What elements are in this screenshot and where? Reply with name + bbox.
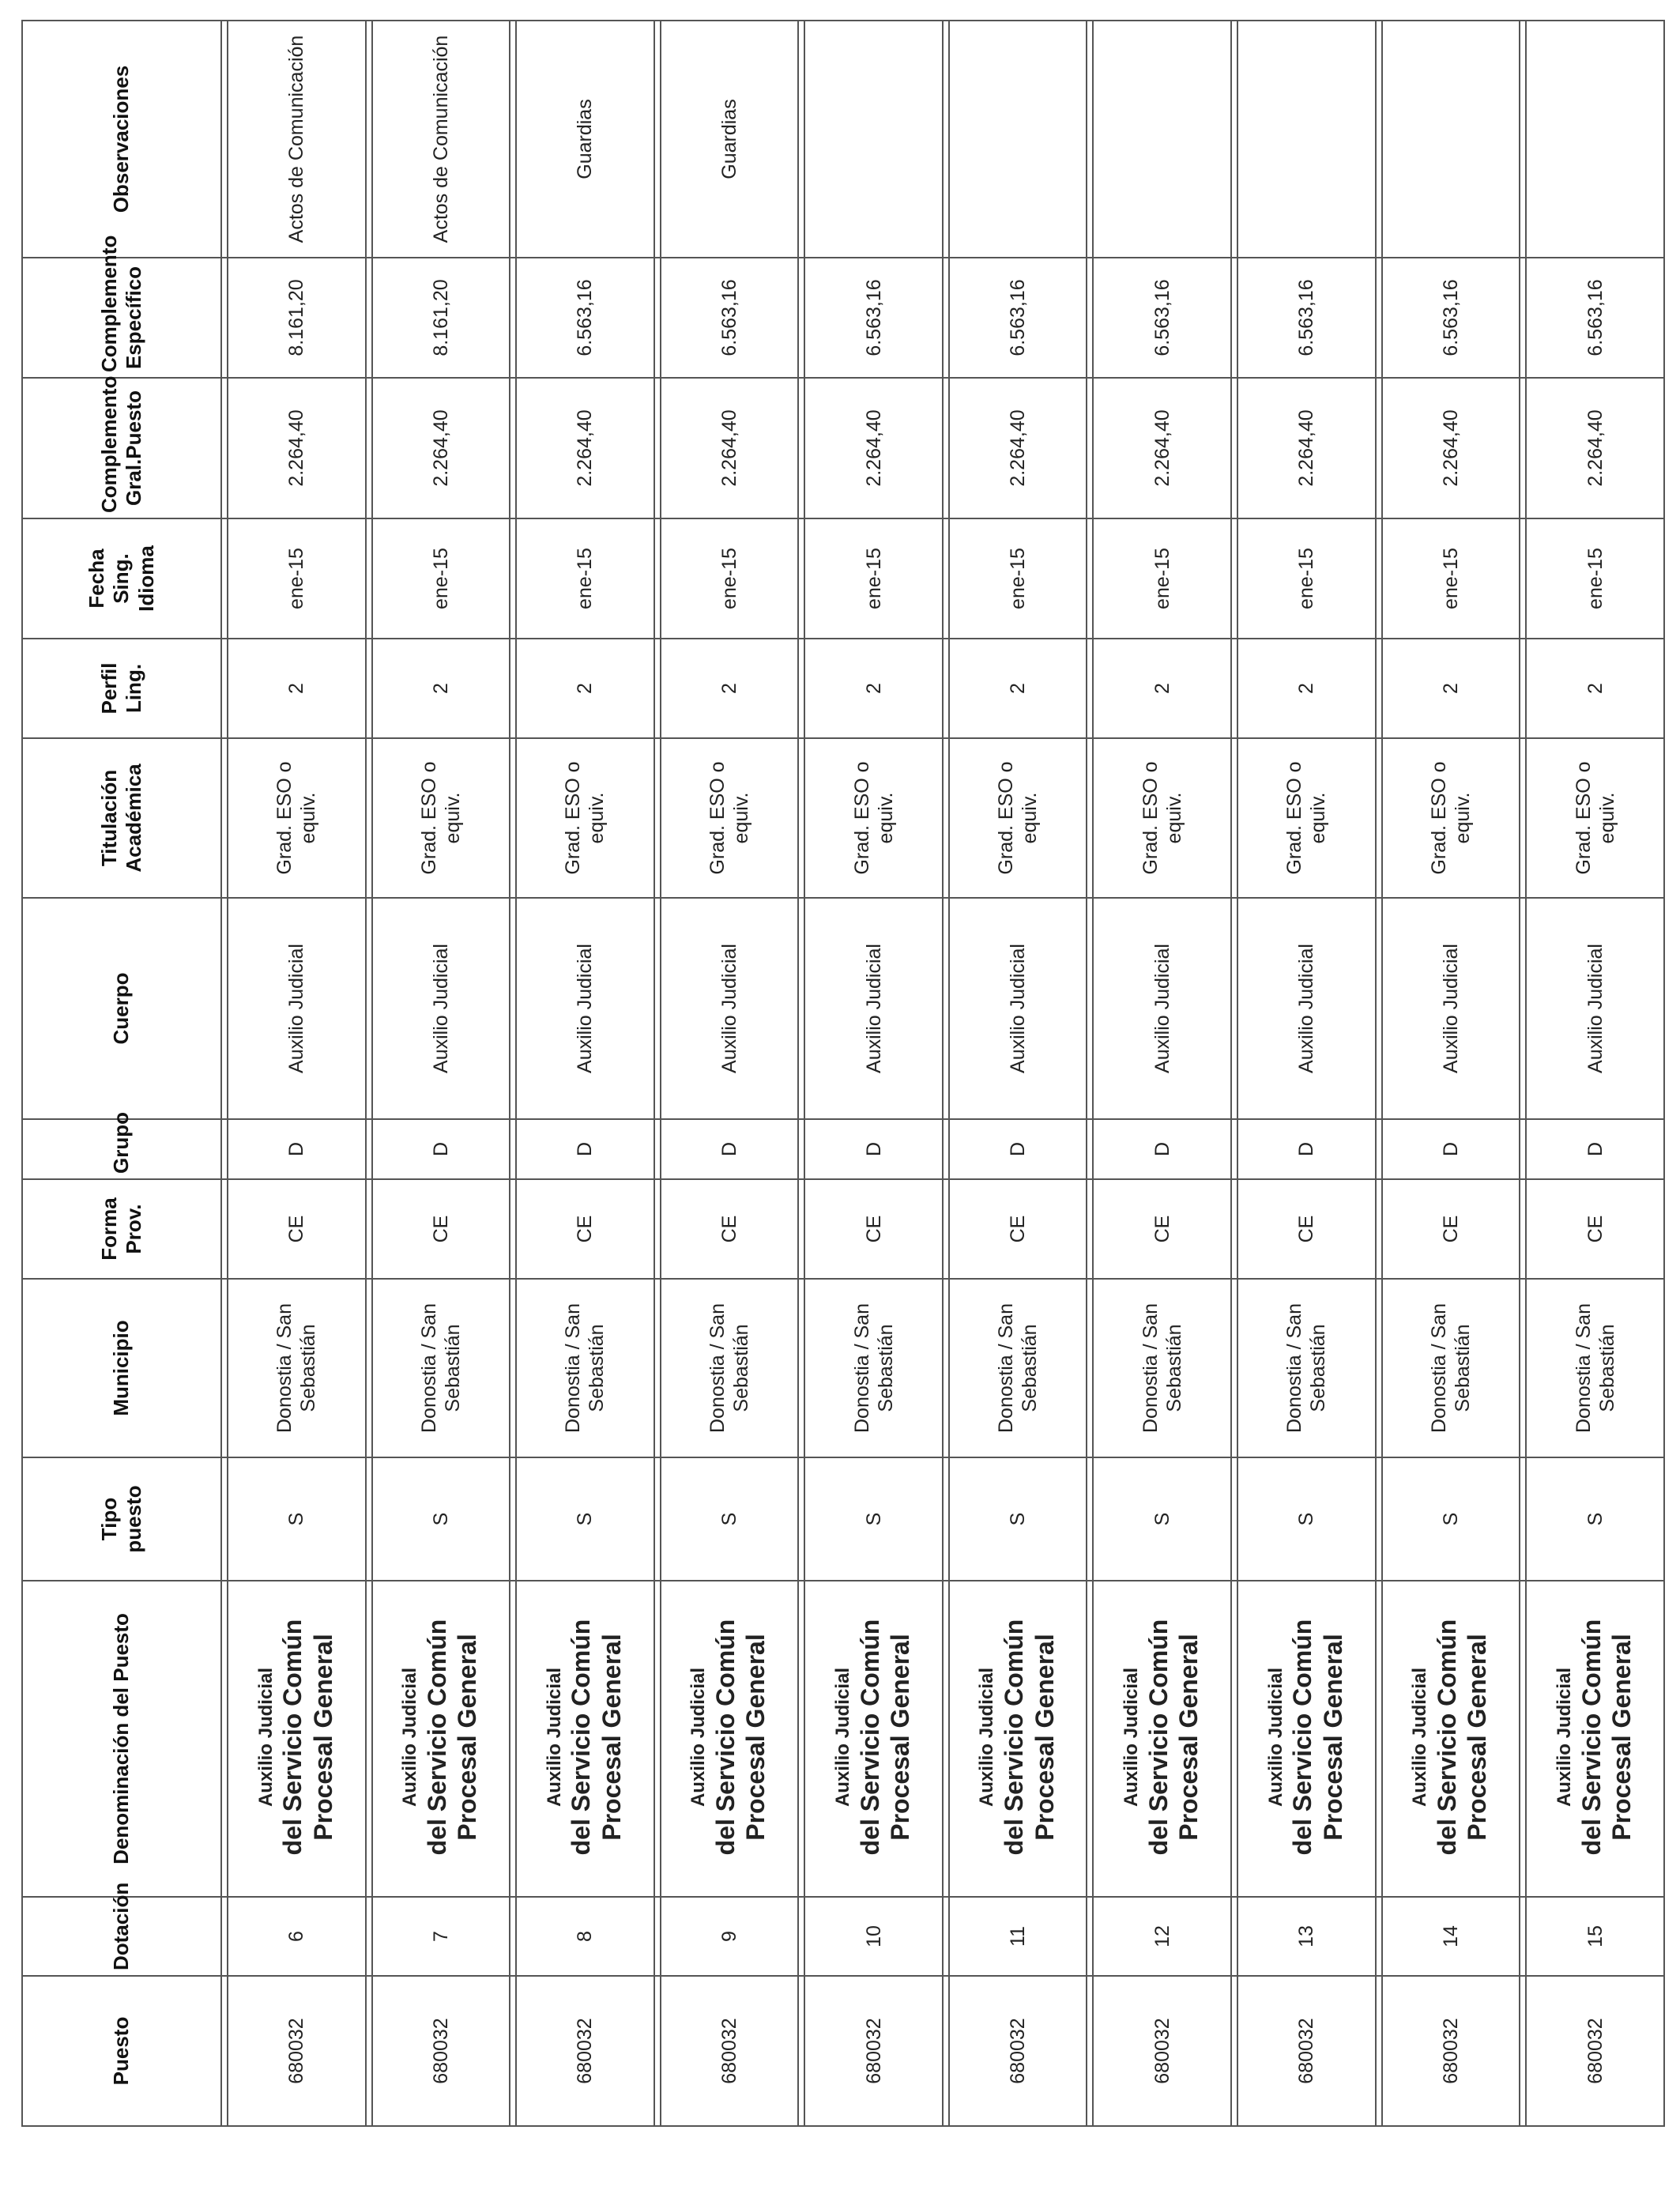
cell-cuerpo: Auxilio Judicial [1093,898,1231,1119]
cell-denominacion [949,1581,1087,1897]
cell-titulacion: Grad. ESO o equiv. [1382,738,1520,898]
cell-observaciones: Actos de Comunicación [372,21,510,258]
row-separator [943,21,949,2126]
cell-puesto: 680032 [372,1976,510,2126]
rotated-page [21,21,1665,2127]
cell-titulacion: Grad. ESO o equiv. [804,738,943,898]
cell-puesto: 680032 [1382,1976,1520,2126]
table-body [221,21,1664,2126]
header-row [22,21,221,2126]
cell-tipo-puesto: S [516,1457,654,1581]
cell-titulacion: Grad. ESO o equiv. [228,738,366,898]
cell-fecha-idioma: ene-15 [1093,518,1231,639]
cell-municipio: Donostia / San Sebastián [804,1279,943,1457]
cell-municipio: Donostia / San Sebastián [372,1279,510,1457]
cell-perfil-ling: 2 [372,639,510,738]
cell-forma-prov: CE [372,1179,510,1279]
cell-grupo: D [1526,1119,1664,1179]
cell-tipo-puesto: S [804,1457,943,1581]
cell-municipio: Donostia / San Sebastián [1382,1279,1520,1457]
cell-forma-prov: CE [1382,1179,1520,1279]
cell-dotacion: 11 [949,1897,1087,1976]
row-separator [1087,21,1093,2126]
header-complemento-especifico: Complemento Específico [22,258,221,378]
cell-puesto: 680032 [228,1976,366,2126]
denominacion-prefix: Auxilio Judicial [399,1667,421,1808]
header-titulacion: Titulación Académica [22,738,221,898]
denominacion-prefix: Auxilio Judicial [687,1667,710,1808]
denominacion-service: del Servicio Común Procesal General [1576,1619,1636,1856]
cell-municipio: Donostia / San Sebastián [1237,1279,1376,1457]
table-row [1093,21,1231,2126]
cell-forma-prov: CE [1093,1179,1231,1279]
denominacion-service: del Servicio Común Procesal General [1143,1619,1203,1856]
cell-dotacion: 10 [804,1897,943,1976]
cell-tipo-puesto: S [1237,1457,1376,1581]
denominacion-service: del Servicio Común Procesal General [1432,1619,1492,1856]
cell-forma-prov: CE [661,1179,799,1279]
cell-municipio: Donostia / San Sebastián [1526,1279,1664,1457]
cell-grupo: D [804,1119,943,1179]
cell-observaciones [1093,21,1231,258]
cell-complemento-gral: 2.264,40 [1093,378,1231,518]
cell-titulacion: Grad. ESO o equiv. [1526,738,1664,898]
cell-fecha-idioma: ene-15 [804,518,943,639]
cell-complemento-especifico: 6.563,16 [1093,258,1231,378]
table-row [1382,21,1520,2126]
cell-titulacion: Grad. ESO o equiv. [516,738,654,898]
cell-puesto: 680032 [804,1976,943,2126]
cell-grupo: D [228,1119,366,1179]
cell-fecha-idioma: ene-15 [1382,518,1520,639]
cell-dotacion: 12 [1093,1897,1231,1976]
cell-complemento-especifico: 8.161,20 [372,258,510,378]
denominacion-prefix: Auxilio Judicial [254,1667,277,1808]
cell-observaciones: Guardias [516,21,654,258]
cell-dotacion: 7 [372,1897,510,1976]
cell-observaciones [949,21,1087,258]
table-row [661,21,799,2126]
denominacion-prefix: Auxilio Judicial [1120,1667,1142,1808]
header-observaciones: Observaciones [22,21,221,258]
cell-puesto: 680032 [1093,1976,1231,2126]
cell-grupo: D [1237,1119,1376,1179]
denominacion-service: del Servicio Común Procesal General [422,1619,482,1856]
cell-cuerpo: Auxilio Judicial [516,898,654,1119]
cell-grupo: D [516,1119,654,1179]
cell-cuerpo: Auxilio Judicial [372,898,510,1119]
cell-complemento-especifico: 6.563,16 [804,258,943,378]
cell-perfil-ling: 2 [516,639,654,738]
denominacion-prefix: Auxilio Judicial [1553,1667,1575,1808]
denominacion-prefix: Auxilio Judicial [976,1667,998,1808]
cell-observaciones [804,21,943,258]
positions-table [21,20,1665,2127]
cell-dotacion: 8 [516,1897,654,1976]
cell-observaciones: Guardias [661,21,799,258]
denominacion-prefix: Auxilio Judicial [1409,1667,1431,1808]
cell-titulacion: Grad. ESO o equiv. [661,738,799,898]
cell-complemento-gral: 2.264,40 [661,378,799,518]
cell-municipio: Donostia / San Sebastián [1093,1279,1231,1457]
header-municipio: Municipio [22,1279,221,1457]
cell-fecha-idioma: ene-15 [949,518,1087,639]
cell-puesto: 680032 [516,1976,654,2126]
header-forma-prov: Forma Prov. [22,1179,221,1279]
header-complemento-gral: Complemento Gral.Puesto [22,378,221,518]
cell-denominacion [1093,1581,1231,1897]
cell-denominacion [516,1581,654,1897]
cell-puesto: 680032 [1237,1976,1376,2126]
cell-cuerpo: Auxilio Judicial [661,898,799,1119]
cell-perfil-ling: 2 [228,639,366,738]
table-row [949,21,1087,2126]
cell-denominacion [228,1581,366,1897]
cell-denominacion [1237,1581,1376,1897]
header-fecha-idioma: Fecha Sing. Idioma [22,518,221,639]
cell-complemento-especifico: 6.563,16 [1526,258,1664,378]
row-separator [654,21,661,2126]
cell-municipio: Donostia / San Sebastián [661,1279,799,1457]
cell-titulacion: Grad. ESO o equiv. [372,738,510,898]
cell-complemento-gral: 2.264,40 [228,378,366,518]
cell-municipio: Donostia / San Sebastián [949,1279,1087,1457]
header-puesto: Puesto [22,1976,221,2126]
cell-cuerpo: Auxilio Judicial [804,898,943,1119]
cell-forma-prov: CE [228,1179,366,1279]
cell-complemento-especifico: 6.563,16 [661,258,799,378]
cell-complemento-gral: 2.264,40 [804,378,943,518]
cell-denominacion [1382,1581,1520,1897]
row-separator [221,21,228,2126]
table-row [1526,21,1664,2126]
cell-complemento-especifico: 6.563,16 [1237,258,1376,378]
cell-puesto: 680032 [1526,1976,1664,2126]
cell-complemento-especifico: 6.563,16 [516,258,654,378]
table-row [372,21,510,2126]
header-denominacion: Denominación del Puesto [22,1581,221,1897]
denominacion-service: del Servicio Común Procesal General [711,1619,770,1856]
row-separator [1520,21,1526,2126]
header-cuerpo: Cuerpo [22,898,221,1119]
denominacion-service: del Servicio Común Procesal General [567,1619,626,1856]
cell-forma-prov: CE [1237,1179,1376,1279]
cell-forma-prov: CE [804,1179,943,1279]
denominacion-prefix: Auxilio Judicial [831,1667,853,1808]
header-tipo-puesto: Tipo puesto [22,1457,221,1581]
cell-complemento-especifico: 6.563,16 [949,258,1087,378]
cell-cuerpo: Auxilio Judicial [1382,898,1520,1119]
cell-dotacion: 6 [228,1897,366,1976]
header-dotacion: Dotación [22,1897,221,1976]
cell-fecha-idioma: ene-15 [1237,518,1376,639]
cell-municipio: Donostia / San Sebastián [516,1279,654,1457]
cell-tipo-puesto: S [1093,1457,1231,1581]
cell-complemento-gral: 2.264,40 [372,378,510,518]
denominacion-prefix: Auxilio Judicial [1264,1667,1286,1808]
row-separator [1231,21,1237,2126]
cell-observaciones [1237,21,1376,258]
table-row [516,21,654,2126]
cell-denominacion [1526,1581,1664,1897]
row-separator [366,21,372,2126]
cell-grupo: D [949,1119,1087,1179]
cell-fecha-idioma: ene-15 [228,518,366,639]
cell-complemento-gral: 2.264,40 [1237,378,1376,518]
denominacion-service: del Servicio Común Procesal General [1000,1619,1059,1856]
cell-perfil-ling: 2 [1093,639,1231,738]
denominacion-prefix: Auxilio Judicial [543,1667,565,1808]
cell-fecha-idioma: ene-15 [516,518,654,639]
cell-observaciones [1382,21,1520,258]
table-row [228,21,366,2126]
cell-complemento-gral: 2.264,40 [949,378,1087,518]
cell-fecha-idioma: ene-15 [372,518,510,639]
cell-cuerpo: Auxilio Judicial [1526,898,1664,1119]
cell-complemento-gral: 2.264,40 [1382,378,1520,518]
cell-titulacion: Grad. ESO o equiv. [1093,738,1231,898]
denominacion-service: del Servicio Común Procesal General [855,1619,914,1856]
cell-perfil-ling: 2 [804,639,943,738]
cell-observaciones [1526,21,1664,258]
cell-observaciones: Actos de Comunicación [228,21,366,258]
cell-perfil-ling: 2 [949,639,1087,738]
cell-tipo-puesto: S [949,1457,1087,1581]
cell-forma-prov: CE [516,1179,654,1279]
cell-denominacion [661,1581,799,1897]
cell-forma-prov: CE [949,1179,1087,1279]
row-separator [510,21,516,2126]
row-separator [798,21,804,2126]
cell-grupo: D [661,1119,799,1179]
cell-cuerpo: Auxilio Judicial [228,898,366,1119]
cell-titulacion: Grad. ESO o equiv. [1237,738,1376,898]
denominacion-service: del Servicio Común Procesal General [278,1619,337,1856]
header-perfil-ling: Perfil Ling. [22,639,221,738]
cell-perfil-ling: 2 [1382,639,1520,738]
cell-tipo-puesto: S [661,1457,799,1581]
cell-forma-prov: CE [1526,1179,1664,1279]
cell-denominacion [804,1581,943,1897]
cell-dotacion: 14 [1382,1897,1520,1976]
cell-cuerpo: Auxilio Judicial [1237,898,1376,1119]
cell-complemento-gral: 2.264,40 [1526,378,1664,518]
header-grupo: Grupo [22,1119,221,1179]
cell-fecha-idioma: ene-15 [1526,518,1664,639]
cell-tipo-puesto: S [1382,1457,1520,1581]
cell-perfil-ling: 2 [661,639,799,738]
cell-denominacion [372,1581,510,1897]
table-row [1237,21,1376,2126]
cell-complemento-especifico: 6.563,16 [1382,258,1520,378]
cell-perfil-ling: 2 [1237,639,1376,738]
cell-complemento-gral: 2.264,40 [516,378,654,518]
cell-perfil-ling: 2 [1526,639,1664,738]
cell-fecha-idioma: ene-15 [661,518,799,639]
cell-dotacion: 9 [661,1897,799,1976]
cell-puesto: 680032 [949,1976,1087,2126]
cell-cuerpo: Auxilio Judicial [949,898,1087,1119]
cell-grupo: D [1093,1119,1231,1179]
cell-titulacion: Grad. ESO o equiv. [949,738,1087,898]
cell-tipo-puesto: S [372,1457,510,1581]
cell-grupo: D [372,1119,510,1179]
cell-dotacion: 13 [1237,1897,1376,1976]
cell-complemento-especifico: 8.161,20 [228,258,366,378]
cell-grupo: D [1382,1119,1520,1179]
cell-municipio: Donostia / San Sebastián [228,1279,366,1457]
cell-dotacion: 15 [1526,1897,1664,1976]
table-row [804,21,943,2126]
row-separator [1376,21,1382,2126]
denominacion-service: del Servicio Común Procesal General [1288,1619,1347,1856]
cell-tipo-puesto: S [1526,1457,1664,1581]
cell-puesto: 680032 [661,1976,799,2126]
cell-tipo-puesto: S [228,1457,366,1581]
